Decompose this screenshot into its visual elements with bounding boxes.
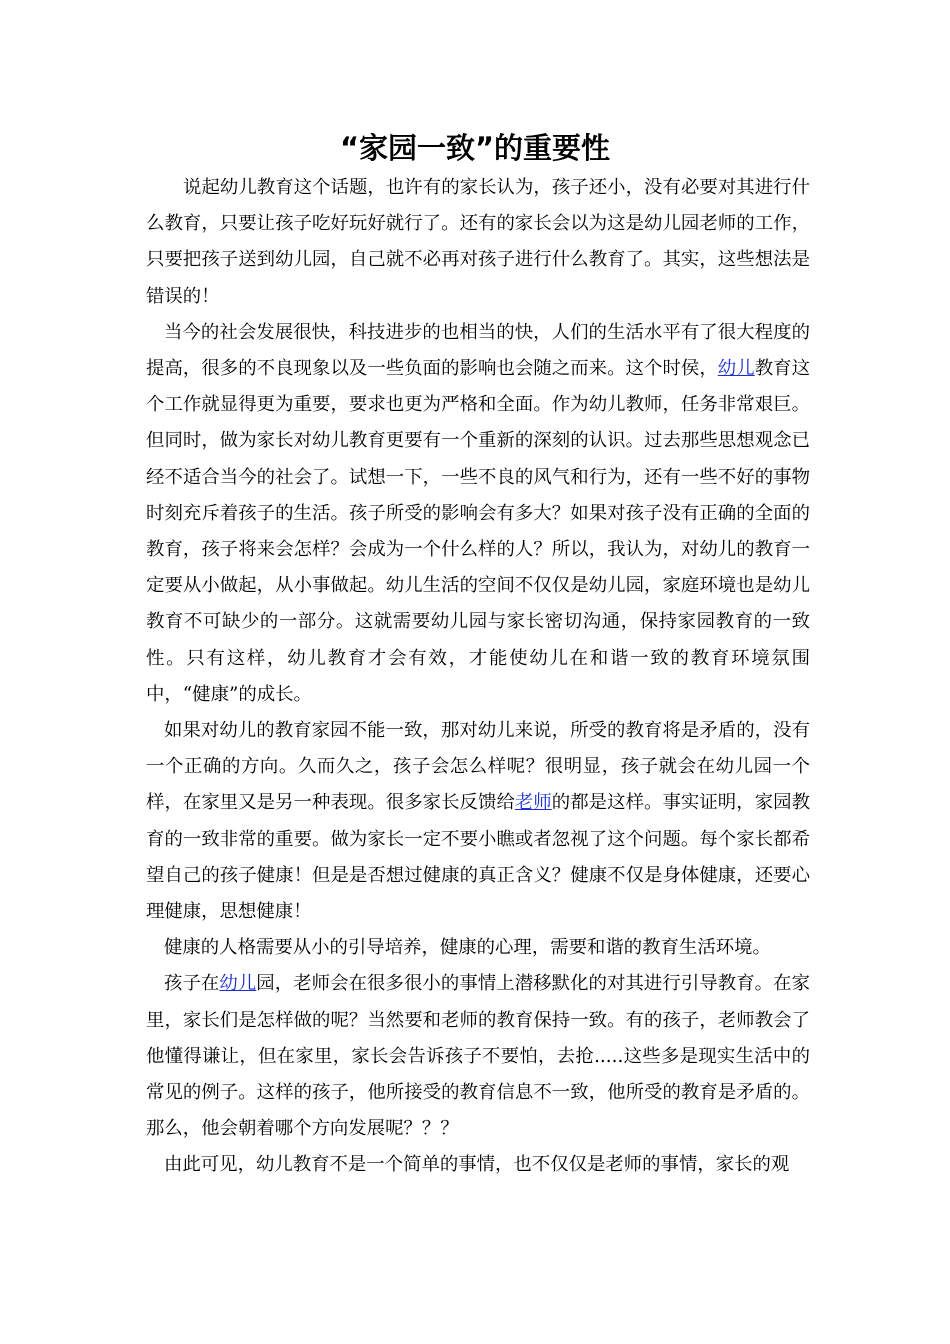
document-title: “家园一致”的重要性 xyxy=(339,131,611,165)
document-body xyxy=(146,170,810,1184)
paragraph-text: 教育这个工作就显得更为重要，要求也更为严格和全面。作为幼儿教师，任务非常艰巨。但同时，做为家长对幼儿教育更要有一个重新的深刻的认识。过去那些思想观念已经不适合当今的社会了。试想一下，一些不良的风气和行为，还有一些不好的事物时刻充斥着孩子的生活。孩子所受的影响会有多大？如果对孩子没有正确的全面的教育，孩子将来会怎样？会成为一个什么样的人？所以，我认为，对幼儿的教育一定要从小做起，从小事做起。幼儿生活的空间不仅仅是幼儿园，家庭环境也是幼儿教育不可缺少的一部分。这就需要幼儿园与家长密切沟通，保持家园教育的一致性。只有这样，幼儿教育才会有效，才能使幼儿在和谐一致的教育环境氛围中，“健康”的成长。 xyxy=(146,358,810,705)
link-youer[interactable]: 幼儿 xyxy=(717,358,755,380)
link-laoshi[interactable]: 老师 xyxy=(514,792,552,814)
paragraph-text: 园，老师会在很多很小的事情上潜移默化的对其进行引导教育。在家里，家长们是怎样做的呢？当然要和老师的教育保持一致。有的孩子，老师教会了他懂得谦让，但在家里，家长会告诉孩子不要怕，去抢.....这些多是现实生活中的常见的例子。这样的孩子，他所接受的教育信息不一致，他所受的教育是矛盾的。那么，他会朝着哪个方向发展呢？？？ xyxy=(146,973,810,1140)
paragraph-3 xyxy=(146,713,810,930)
paragraph-text: 由此可见，幼儿教育不是一个简单的事情，也不仅仅是老师的事情，家长的观 xyxy=(164,1154,790,1176)
paragraph-text: 的都是这样。事实证明，家园教育的一致非常的重要。做为家长一定不要小瞧或者忽视了这个问题。每个家长都希望自己的孩子健康！但是是否想过健康的真正含义？健康不仅是身体健康，还要心理健康，思想健康！ xyxy=(146,792,810,923)
paragraph-6 xyxy=(146,1147,810,1183)
paragraph-1 xyxy=(146,170,810,315)
paragraph-text: 孩子在 xyxy=(164,973,220,995)
paragraph-5 xyxy=(146,966,810,1147)
paragraph-text: 如果对幼儿的教育家园不能一致，那对幼儿来说，所受的教育将是矛盾的，没有一个正确的方向。久而久之，孩子会怎么样呢？很明显，孩子就会在幼儿园一个样，在家里又是另一种表现。很多家长反馈给 xyxy=(146,720,810,814)
link-youer-2[interactable]: 幼儿 xyxy=(219,973,257,995)
paragraph-text: 当今的社会发展很快，科技进步的也相当的快，人们的生活水平有了很大程度的提高，很多的不良现象以及一些负面的影响也会随之而来。这个时侯， xyxy=(146,321,810,380)
paragraph-text: 健康的人格需要从小的引导培养，健康的心理，需要和谐的教育生活环境。 xyxy=(164,937,771,959)
paragraph-text: 说起幼儿教育这个话题，也许有的家长认为，孩子还小，没有必要对其进行什么教育，只要让孩子吃好玩好就行了。还有的家长会以为这是幼儿园老师的工作，只要把孩子送到幼儿园，自己就不必再对孩子进行什么教育了。其实，这些想法是错误的！ xyxy=(146,177,810,307)
paragraph-2 xyxy=(146,315,810,713)
paragraph-4 xyxy=(146,930,810,966)
